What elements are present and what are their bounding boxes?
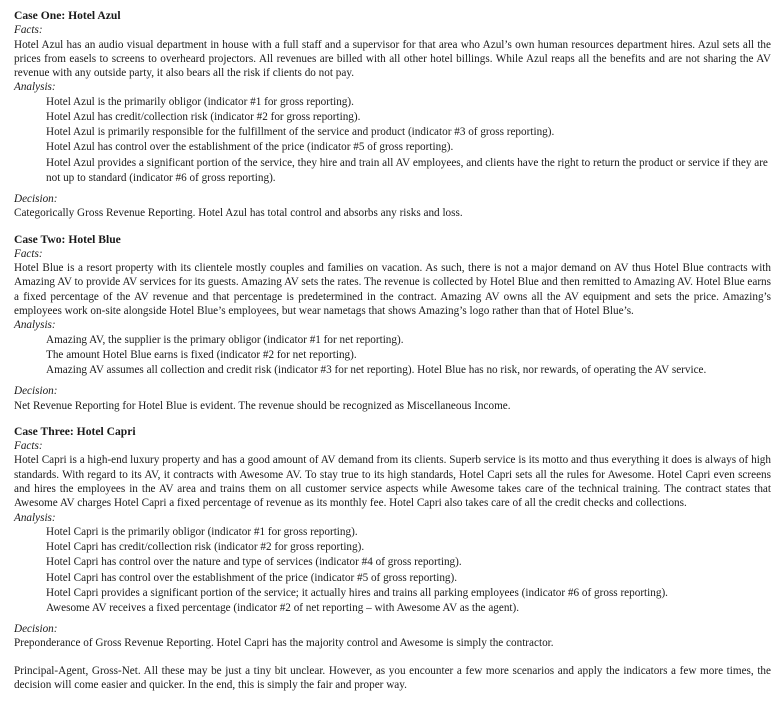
analysis-list — [14, 525, 771, 616]
case-title: Case One: Hotel Azul — [14, 9, 121, 22]
analysis-label: Analysis: — [14, 319, 56, 332]
analysis-item: Awesome AV receives a fixed percentage (indicator #2 of net reporting – with Awesome AV as the agent). — [46, 601, 520, 614]
analysis-item: Hotel Azul has control over the establishment of the price (indicator #5 of gross reporting). — [46, 141, 454, 154]
analysis-label: Analysis: — [14, 81, 56, 94]
facts-label: Facts: — [14, 24, 43, 37]
analysis-list — [14, 95, 771, 186]
decision-label: Decision: — [14, 623, 58, 636]
analysis-item: Hotel Capri provides a significant portion of the service; it actually hires and trains all parking employees (indicator #6 of gross reporting). — [46, 586, 668, 599]
analysis-item: Hotel Azul provides a significant portion of the service, they hire and train all AV employees, and clients have the right to return the product or service if they are not up to standard (indicator #6 of gross reporting). — [46, 156, 768, 184]
facts-text: Hotel Azul has an audio visual department in house with a full staff and a supervisor for that area who Azul’s own human resources department hires. Azul sets all the prices from easels to screens to overheard projectors. All revenues are billed with all other hotel billings. While Azul reaps all the benefits and are not sharing the AV revenue with any outside party, it also bears all the risk if clients do not pay. — [14, 38, 771, 80]
facts-text: Hotel Blue is a resort property with its clientele mostly couples and families on vacation. As such, there is not a major demand on AV thus Hotel Blue contracts with Amazing AV to provide AV services for its guests. Amazing AV sets the rates. The revenue is collected by Hotel Blue and then remitted to Amazing AV. Hotel Blue earns a fixed percentage of the AV revenue and that percentage is predetermined in the contract. Amazing AV owns all the AV equipment and sets the price. Amazing’s employees work on-site alongside Hotel Blue’s employees, but wear nametags that shows Amazing’s logo rather than that of Hotel Blue’s. — [14, 262, 771, 318]
case-one — [14, 9, 771, 221]
case-title: Case Three: Hotel Capri — [14, 424, 136, 438]
conclusion-paragraph: Principal-Agent, Gross-Net. All these may be just a tiny bit unclear. However, as you encounter a few more scenarios and apply the indicators a few more times, the decision will come easier and quicker. In the end, this is simply the fair and proper way. — [14, 664, 771, 692]
decision-text: Net Revenue Reporting for Hotel Blue is evident. The revenue should be recognized as Miscellaneous Income. — [14, 399, 511, 412]
analysis-item: Hotel Capri has control over the establishment of the price (indicator #5 of gross reporting). — [46, 571, 458, 584]
analysis-item: Amazing AV assumes all collection and credit risk (indicator #3 for net reporting). Hotel Blue has no risk, nor rewards, of operating the AV service. — [46, 364, 707, 377]
analysis-item: Hotel Azul is primarily responsible for the fulfillment of the service and product (indicator #3 of gross reporting). — [46, 126, 555, 139]
decision-text: Preponderance of Gross Revenue Reporting. Hotel Capri has the majority control and Awesome is simply the contractor. — [14, 637, 554, 650]
facts-text: Hotel Capri is a high-end luxury property and has a good amount of AV demand from its clients. Superb service is its motto and thus everything it does is always of high standards. With regard to its AV, it contracts with Awesome AV. To stay true to its high standards, Hotel Capri sets all the rules for Awesome. Hotel Capri even screens and hires the employees in the AV area and trains them on all customer service aspects while Awesome takes care of the technical training. The contract states that Awesome AV charges Hotel Capri a fixed percentage of revenue as its monthly fee. Hotel Capri also takes care of all the credit checks and collections. — [14, 454, 771, 510]
analysis-item: Hotel Azul has credit/collection risk (indicator #2 for gross reporting). — [46, 110, 361, 123]
facts-label: Facts: — [14, 247, 43, 260]
analysis-list — [14, 333, 771, 379]
analysis-item: The amount Hotel Blue earns is fixed (indicator #2 for net reporting). — [46, 348, 357, 361]
case-three — [14, 425, 771, 651]
analysis-item: Hotel Azul is the primarily obligor (indicator #1 for gross reporting). — [46, 95, 354, 108]
analysis-label: Analysis: — [14, 511, 56, 524]
analysis-item: Hotel Capri has control over the nature and type of services (indicator #4 of gross reporting). — [46, 556, 462, 569]
case-two — [14, 233, 771, 413]
facts-label: Facts: — [14, 440, 43, 453]
decision-label: Decision: — [14, 385, 58, 398]
analysis-item: Amazing AV, the supplier is the primary obligor (indicator #1 for net reporting). — [46, 333, 404, 346]
case-title: Case Two: Hotel Blue — [14, 232, 121, 246]
analysis-item: Hotel Capri is the primarily obligor (indicator #1 for gross reporting). — [46, 525, 358, 538]
analysis-item: Hotel Capri has credit/collection risk (indicator #2 for gross reporting). — [46, 541, 365, 554]
decision-text: Categorically Gross Revenue Reporting. Hotel Azul has total control and absorbs any risks and loss. — [14, 207, 463, 220]
decision-label: Decision: — [14, 193, 58, 205]
